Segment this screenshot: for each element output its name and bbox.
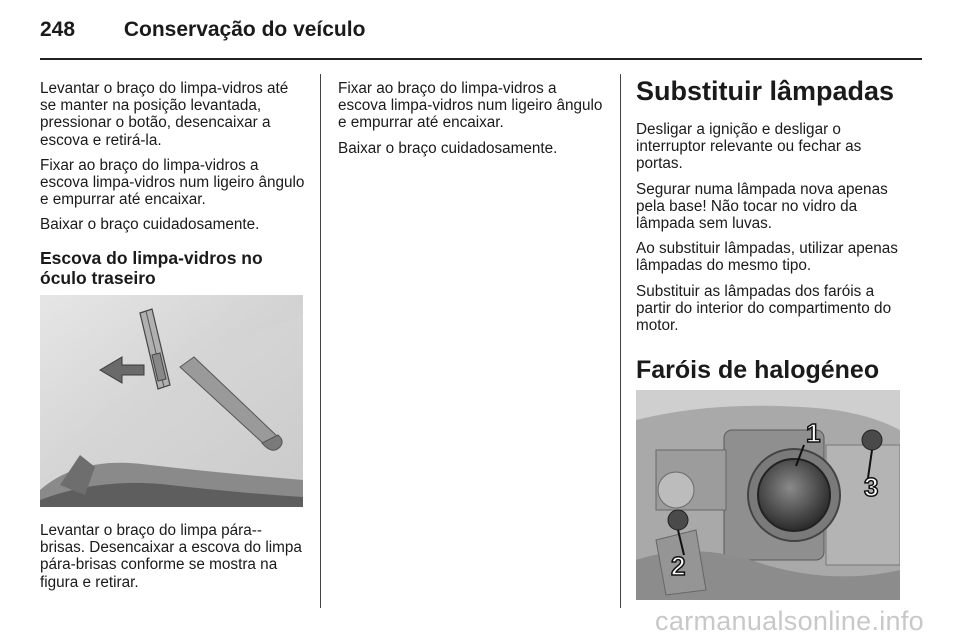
col2-paragraph-2: Baixar o braço cuidadosamente. <box>338 139 558 157</box>
column-divider-2 <box>620 74 621 608</box>
col3-paragraph-2: Segurar numa lâmpada nova apenas pela base! Não tocar no vidro da lâmpada sem luvas. <box>636 180 888 233</box>
col1-paragraph-2: Fixar ao braço do limpa-vidros a escova limpa-vidros num ligeiro ângulo e empurrar até encaixar. <box>40 156 305 209</box>
watermark: carmanualsonline.info <box>655 606 924 636</box>
callout-label-3: 3 <box>864 472 879 502</box>
column-2 <box>338 80 608 165</box>
rear-wiper-heading: Escova do limpa-vidros no óculo traseiro <box>40 247 263 288</box>
col3-paragraph-4: Substituir as lâmpadas dos faróis a partir do interior do compartimento do motor. <box>636 282 892 335</box>
callout-label-1: 1 <box>806 418 821 448</box>
col1-paragraph-1: Levantar o braço do limpa-vidros até se manter na posição levantada, pressionar o botão, desencaixar a escova e retirá-la. <box>40 80 289 149</box>
rear-wiper-figure <box>40 295 303 507</box>
col3-paragraph-1: Desligar a ignição e desligar o interruptor relevante ou fechar as portas. <box>636 121 862 173</box>
col2-paragraph-1: Fixar ao braço do limpa-vidros a escova limpa-vidros num ligeiro ângulo e empurrar até encaixar. <box>338 80 603 132</box>
callout-label-2: 2 <box>671 551 686 581</box>
replace-bulbs-heading: Substituir lâmpadas <box>636 76 895 106</box>
col3-paragraph-3: Ao substituir lâmpadas, utilizar apenas lâmpadas do mesmo tipo. <box>636 240 898 275</box>
col1-paragraph-3: Baixar o braço cuidadosamente. <box>40 216 260 234</box>
page-title: Conservação do veículo <box>123 18 366 41</box>
page-number: 248 <box>40 18 76 41</box>
column-divider-1 <box>320 74 321 608</box>
column-1-bottom <box>40 522 306 599</box>
headlight-figure <box>636 390 900 600</box>
col1-paragraph-4: Levantar o braço do limpa pára--brisas. Desencaixar a escova do limpa pára-brisas conforme se mostra na figura e retirar. <box>40 522 302 591</box>
page-header <box>40 18 365 42</box>
rear-wiper-illustration <box>40 295 303 507</box>
headlight-illustration <box>636 390 900 600</box>
header-rule <box>40 58 922 60</box>
column-3 <box>636 76 904 398</box>
halogen-headlights-heading: Faróis de halogéneo <box>636 356 880 385</box>
column-1 <box>40 80 306 298</box>
